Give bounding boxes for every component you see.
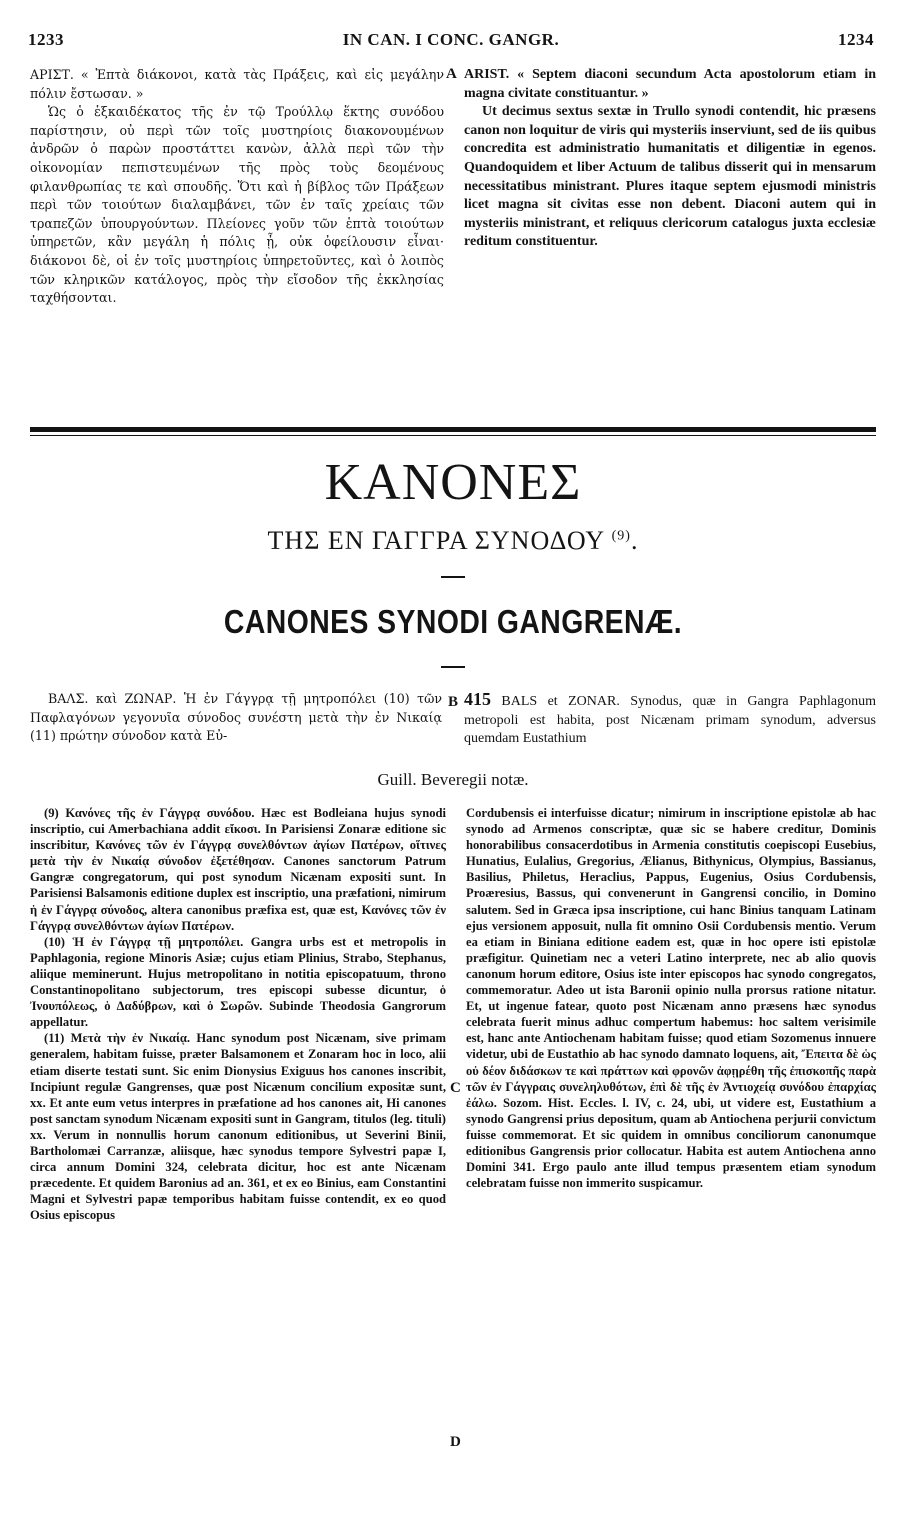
greek-heading-paragraph: ΑΡΙΣΤ. « Ἑπτὰ διάκονοι, κατὰ τὰς Πράξεις, καὶ εἰς μεγάλην πόλιν ἔστωσαν. » xyxy=(30,67,444,101)
canon-intro-greek xyxy=(30,690,442,746)
running-header xyxy=(28,30,874,54)
note-10: (10) Ἡ ἐν Γάγγρᾳ τῇ μητροπόλει. Gangra urbs est et metropolis in Paphlagonia, regione Minoris Asiæ; cujus etiam Plinius, Strabo, Stephanus, aliique meminerunt. Hujus metropolitano in notitia episcopatuum, throno Constantinopolitano subjectorum, tres episcopi subesse dicuntur, ὁ Ἰνουπόλεως, ὁ Δαδύβρων, καὶ ὁ Σωρῶν. Subinde Theodosia Gangrorum appellatur. xyxy=(30,934,446,1030)
margin-letter-b: B xyxy=(448,694,459,710)
title-dash-2 xyxy=(441,666,465,668)
greek-subtitle-note-ref: (9) xyxy=(611,528,631,544)
section-rule-thick xyxy=(30,427,876,432)
top-greek-column xyxy=(30,66,444,308)
column-number-415: 415 xyxy=(464,689,491,709)
section-rule-thin xyxy=(30,435,876,436)
notes-right-column xyxy=(466,805,876,1191)
latin-title: CANONES SYNODI GANGRENÆ. xyxy=(223,603,683,640)
margin-letter-a: A xyxy=(446,66,457,82)
running-title: IN CAN. I CONC. GANGR. xyxy=(342,30,560,49)
latin-heading-paragraph: ARIST. « Septem diaconi secundum Acta apostolorum etiam in magna civitate constituantur. » xyxy=(464,67,876,101)
margin-letter-c: C xyxy=(450,1080,461,1096)
canon-intro-latin xyxy=(464,690,876,749)
canon-intro-greek-text: ΒΑΛΣ. καὶ ΖΩΝΑΡ. Ἡ ἐν Γάγγρᾳ τῇ μητροπόλει (10) τῶν Παφλαγόνων γεγονυῖα σύνοδος συνέστη μετὰ τὴν ἐν Νικαίᾳ (11) πρώτην σύνοδον κατὰ Εὐ- xyxy=(30,691,442,744)
notes-left-column xyxy=(30,805,446,1223)
greek-subtitle-end: . xyxy=(630,526,639,555)
title-dash-1 xyxy=(441,576,465,578)
notes-heading: Guill. Beveregii notæ. xyxy=(377,770,529,789)
greek-main-title: ΚΑΝΟΝΕΣ xyxy=(324,454,582,511)
greek-commentary-paragraph: Ὡς ὁ ἑξκαιδέκατος τῆς ἐν τῷ Τρούλλῳ ἕκτης συνόδου παρίστησιν, οὐ περὶ τῶν τοῖς μυστηρίοις διακονουμένων ἀνδρῶν ὁ παρὼν προστάττει κανὼν, ἀλλὰ περὶ τῶν τὴν οἰκονομίαν πεπιστευμένων τῆς πρὸς τοὺς δεομένους φιλανθρωπίας τε καὶ σπουδῆς. Ὅτι καὶ ἡ βίβλος τῶν Πράξεων περὶ τῶν τοιούτων διαλαμβάνει, τῶν ἐν ταῖς χρείαις τῶν τραπεζῶν ὑπουργούντων. Πλείονες γοῦν τῶν ἑπτὰ τοιούτων ὑπηρετῶν, κἂν μεγάλη ἡ πόλις ᾖ, οὐκ ὀφείλουσιν εἶναι· διάκονοι δὲ, οἱ ἐν τοῖς μυστηρίοις ὑπηρετοῦντες, καὶ ὁ λοιπὸς τῶν κληρικῶν κατάλογος, πρὸς τὴν εἴσοδον τῆς ἐκκλησίας ταχθήσονται. xyxy=(30,104,444,306)
note-11: (11) Μετὰ τὴν ἐν Νικαίᾳ. Hanc synodum post Nicænam, sive primam generalem, habitam fuisse, præter Balsamonem et Zonaram hoc in loco, alii etiam diserte testati sunt. Sic enim Dionysius Exiguus hos canones inscribit, Incipiunt regulæ Gangrenses, quæ post Nicænum concilium expositæ sunt, xx. Et ante eum vetus interpres in præfatione ad hos canones ait, Hi canones post sanctam synodum Nicænam expositi sunt in Gangram, titulos (leg. tituli) xx. Verum in nonnullis horum canonum editionibus, ut Severini Binii, Bartholomæi Carranzæ, aliisque, hæc synodus tempore Sylvestri papæ I, circa annum Domini 324, celebrata dicitur, hoc est ante Nicænam præcedente. Et quidem Baronius ad an. 361, et ex eo Binius, eam Constantini Magni et Sylvestri papæ temporibus habitam fuisse contendit, ex eo quod Osius episcopus xyxy=(30,1031,446,1223)
greek-subtitle xyxy=(0,526,906,556)
margin-letter-d: D xyxy=(450,1434,461,1450)
note-11-continued: Cordubensis ei interfuisse dicatur; nimirum in inscriptione epistolæ ab hac synodo ad Armenos conscriptæ, quæ sic se habere creditur, Dominis honorabilibus consacerdotibus in Armenia constitutis coepiscopi Eusebius, Hunatius, Eulalius, Gregorius, Ælianus, Bithynicus, Olympius, Bassianus, Basilius, Philetus, Heraclius, Pappus, Eugenius, Osius Cordubensis, Proæresius, Bassus, qui convenerunt in Gangrensi concilio, in Domino salutem. Sed in Græca ipsa inscriptione, cui hanc Binius tanquam Latinam ejus versionem apposuit, nulla fit omnino Osii Cordubensis mentio. Verum ea etiam in Biniana editione eadem est, quæ in hoc opere isti epistolæ præfigitur. Quinetiam nec a veteri Latino interprete, nec ab alio quovis canonum horum editore, Osius iste inter episcopos hac synodo congregatos, commemoratur. Adeo ut ista Baronii opinio nulla prorsus ratione nitatur. Et, ut ingenue fatear, quoto post Nicænam anno præsens hæc synodus celebrata fuerit minus adhuc compertum habemus: hoc saltem verisimile est, hanc ante Antiochenam habitam fuisse; quod etiam Sozomenus innuere videtur, ubi de Eustathio ab hac synodo damnato loquens, ait, Ἔπειτα δὲ ὡς οὐ δέον διδάσκων τε καὶ πράττων καὶ φρονῶν ἀφῃρέθη τῆς ἐπισκοπῆς παρὰ τῶν ἐν Γάγγραις συνεληλυθότων, ἐπὶ δὲ τῆς ἐν Ἀντιοχείᾳ συνόδου ἐπαρχίας ἐάλω. Sozom. Hist. Eccles. l. IV, c. 24, ubi, ut videre est, Eustathium a synodo Gangrensi prius depositum, quam ab Antiochena perjurii convictum fuisse commemorat. Et sic quidem in omnibus conciliorum canonumque editionibus Gangrensis prior collocatur. Habita est autem Antiochena anno Domini 341. Ergo paulo ante illud tempus præsentem etiam synodum celebratam fuisse non immerito suspicamur. xyxy=(466,806,876,1191)
latin-commentary-paragraph: Ut decimus sextus sextæ in Trullo synodi contendit, hic præsens canon non loquitur de viris qui mysteriis inserviunt, sed de iis quibus concredita est administratio humanitatis et diligentiæ in egenos. Quandoquidem et liber Actuum de talibus disserit qui in mensarum necessitatibus ministrant. Plures itaque septem ejusmodi ministris licet magna sit civitas esse non debent. Diaconi autem qui in mysteriis ministrant, et reliquus clericorum catalogus juxta ecclesiæ reditum constituentur. xyxy=(464,104,876,250)
top-latin-column xyxy=(464,66,876,252)
right-page-number: 1234 xyxy=(838,30,874,49)
canon-intro-latin-paragraph xyxy=(464,690,876,749)
note-9: (9) Κανόνες τῆς ἐν Γάγγρᾳ συνόδου. Hæc est Bodleiana hujus synodi inscriptio, cui Amerbachiana addit εἴκοσι. In Parisiensi Zonaræ editione sic inscribitur, Κανόνες τῶν ἐν Γάγγρᾳ συνελθόντων ἁγίων Πατέρων, οἵτινες μετὰ τὴν ἐν Νικαίᾳ σύνοδον ἐξετέθησαν. Canones sanctorum Patrum Gangræ congregatorum, qui post synodum Nicænam expositi sunt. In Parisiensi Balsamonis editione duplex est inscriptio, una præfationi, nimirum ἡ ἐν Γάγγρᾳ σύνοδος, altera canonibus præfixa est, quæ est, Κανόνες τῶν ἐν Γάγγρᾳ συνελθόντων ἁγίων Πατέρων. xyxy=(30,806,446,933)
greek-subtitle-text: ΤΗΣ ΕΝ ΓΑΓΓΡΑ ΣΥΝΟΔΟΥ xyxy=(267,526,605,555)
canon-intro-latin-text: BALS et ZONAR. Synodus, quæ in Gangra Paphlagonum metropoli est habita, post Nicænam primam synodum, adversus quemdam Eustathium xyxy=(464,694,877,747)
left-page-number: 1233 xyxy=(28,30,64,49)
